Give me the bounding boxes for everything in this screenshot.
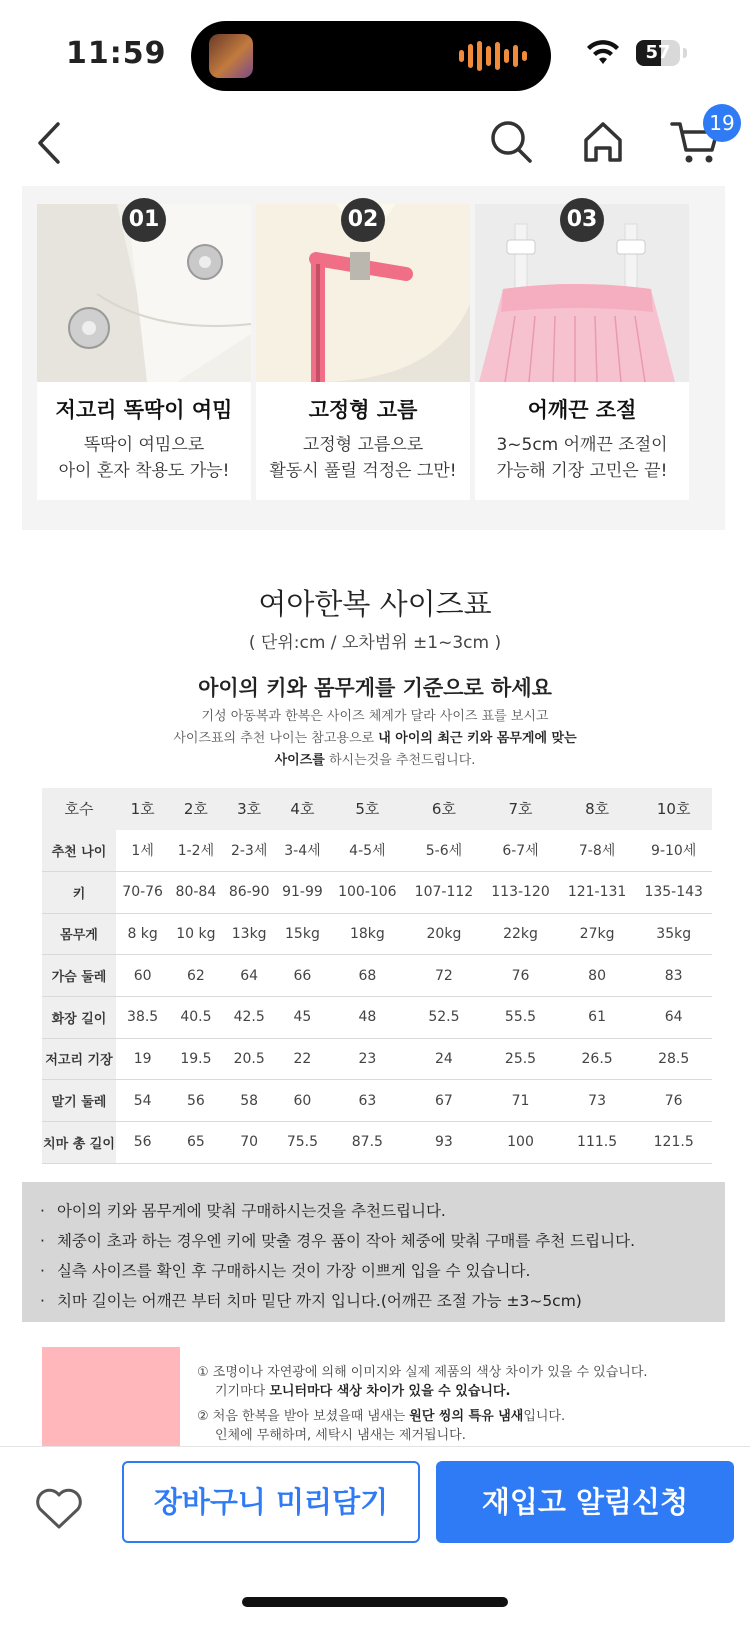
table-cell: 23 <box>329 1038 406 1080</box>
wifi-icon <box>586 40 620 66</box>
table-cell: 40.5 <box>169 996 222 1038</box>
size-chart-subtitle: 아이의 키와 몸무게를 기준으로 하세요 <box>198 676 552 700</box>
table-cell: 63 <box>329 1080 406 1122</box>
table-cell: 65 <box>169 1122 222 1164</box>
table-cell: 64 <box>635 996 712 1038</box>
size-note-text: 하시는것을 추천드립니다. <box>324 753 476 768</box>
table-cell: 13kg <box>223 913 276 955</box>
table-cell: 24 <box>406 1038 483 1080</box>
table-row <box>42 871 712 913</box>
table-cell: 70 <box>223 1122 276 1164</box>
table-header-cell: 호수 <box>42 788 116 830</box>
note-item: · 체중이 초과 하는 경우엔 키에 맞출 경우 품이 작아 체중에 맞춰 구매를 추천 드립니다. <box>40 1226 725 1256</box>
table-cell: 15kg <box>276 913 329 955</box>
feature-number: 01 <box>122 198 166 242</box>
feature-section <box>22 186 725 530</box>
table-cell: 20.5 <box>223 1038 276 1080</box>
table-cell: 76 <box>635 1080 712 1122</box>
table-cell: 10 kg <box>169 913 222 955</box>
battery-indicator <box>636 40 680 66</box>
table-cell: 52.5 <box>406 996 483 1038</box>
table-cell: 35kg <box>635 913 712 955</box>
table-cell: 2-3세 <box>223 830 276 872</box>
table-cell: 54 <box>116 1080 169 1122</box>
table-cell: 75.5 <box>276 1122 329 1164</box>
row-label: 추천 나이 <box>42 830 116 872</box>
size-note-line <box>0 750 750 772</box>
table-cell: 6-7세 <box>482 830 559 872</box>
feature-card-snap-button <box>37 204 251 500</box>
color-note-emphasis: 모니터마다 색상 차이가 있을 수 있습니다. <box>269 1384 511 1399</box>
color-swatch <box>42 1347 180 1447</box>
table-cell: 60 <box>116 955 169 997</box>
table-cell: 62 <box>169 955 222 997</box>
table-cell: 64 <box>223 955 276 997</box>
table-cell: 5-6세 <box>406 830 483 872</box>
table-header-cell: 6호 <box>406 788 483 830</box>
table-cell: 55.5 <box>482 996 559 1038</box>
table-cell: 76 <box>482 955 559 997</box>
table-cell: 87.5 <box>329 1122 406 1164</box>
feature-desc-line: 가능해 기장 고민은 끝! <box>496 461 668 481</box>
table-cell: 70-76 <box>116 871 169 913</box>
table-cell: 38.5 <box>116 996 169 1038</box>
status-bar <box>0 0 750 100</box>
table-cell: 121.5 <box>635 1122 712 1164</box>
note-item: · 실측 사이즈를 확인 후 구매하시는 것이 가장 이쁘게 입을 수 있습니다. <box>40 1256 725 1286</box>
color-note-line <box>197 1408 565 1426</box>
color-note-line: 인체에 무해하며, 세탁시 냄새는 제거됩니다. <box>215 1428 466 1443</box>
table-row <box>42 955 712 997</box>
feature-desc-line: 고정형 고름으로 <box>302 435 424 455</box>
top-navigation <box>0 100 750 186</box>
battery-nub <box>683 48 687 58</box>
feature-title: 고정형 고름 <box>308 398 418 422</box>
table-cell: 111.5 <box>559 1122 636 1164</box>
feature-desc-line: 똑딱이 여밈으로 <box>83 435 205 455</box>
feature-number: 02 <box>341 198 385 242</box>
table-cell: 135-143 <box>635 871 712 913</box>
size-note-line <box>0 728 750 750</box>
table-cell: 72 <box>406 955 483 997</box>
table-cell: 1-2세 <box>169 830 222 872</box>
size-chart-title: 여아한복 사이즈표 <box>258 587 492 621</box>
color-note-text: 기기마다 <box>215 1384 270 1399</box>
size-table <box>42 788 712 1164</box>
size-chart-note <box>0 706 750 772</box>
dynamic-island[interactable] <box>191 21 551 91</box>
feature-card-fixed-ribbon <box>256 204 470 500</box>
table-cell: 1세 <box>116 830 169 872</box>
table-row <box>42 830 712 872</box>
table-cell: 121-131 <box>559 871 636 913</box>
now-playing-artwork <box>209 34 253 78</box>
add-to-cart-button[interactable]: 장바구니 미리담기 <box>122 1461 420 1543</box>
table-cell: 100 <box>482 1122 559 1164</box>
feature-description <box>475 432 689 484</box>
feature-title: 어깨끈 조절 <box>527 398 637 422</box>
size-note-emphasis: 내 아이의 최근 키와 몸무게에 맞는 <box>378 731 577 746</box>
table-cell: 93 <box>406 1122 483 1164</box>
restock-alert-button[interactable]: 재입고 알림신청 <box>436 1461 734 1543</box>
table-cell: 80-84 <box>169 871 222 913</box>
purchase-notes <box>22 1182 725 1322</box>
table-cell: 22kg <box>482 913 559 955</box>
table-cell: 45 <box>276 996 329 1038</box>
table-cell: 80 <box>559 955 636 997</box>
table-row <box>42 1038 712 1080</box>
row-label: 저고리 기장 <box>42 1038 116 1080</box>
table-cell: 107-112 <box>406 871 483 913</box>
home-indicator[interactable] <box>242 1597 508 1607</box>
table-cell: 9-10세 <box>635 830 712 872</box>
table-cell: 22 <box>276 1038 329 1080</box>
color-note-text: ② 처음 한복을 받아 보셨을때 냄새는 <box>197 1409 410 1424</box>
table-cell: 18kg <box>329 913 406 955</box>
feature-card-shoulder-strap <box>475 204 689 500</box>
row-label: 몸무게 <box>42 913 116 955</box>
table-row <box>42 1080 712 1122</box>
size-table-header <box>42 788 712 830</box>
row-label: 키 <box>42 871 116 913</box>
table-cell: 60 <box>276 1080 329 1122</box>
feature-title: 저고리 똑딱이 여밈 <box>55 398 233 422</box>
table-cell: 86-90 <box>223 871 276 913</box>
feature-description <box>256 432 470 484</box>
table-row <box>42 996 712 1038</box>
table-cell: 27kg <box>559 913 636 955</box>
table-cell: 67 <box>406 1080 483 1122</box>
table-header-cell: 8호 <box>559 788 636 830</box>
feature-desc-line: 3~5cm 어깨끈 조절이 <box>496 435 668 455</box>
audio-wave-icon <box>459 39 527 73</box>
bottom-action-bar <box>0 1446 750 1626</box>
home-icon[interactable] <box>580 118 626 166</box>
feature-desc-line: 아이 혼자 착용도 가능! <box>58 461 230 481</box>
size-note-text: 사이즈표의 추천 나이는 참고용으로 <box>173 731 379 746</box>
table-cell: 58 <box>223 1080 276 1122</box>
table-cell: 68 <box>329 955 406 997</box>
color-note-line <box>197 1383 510 1401</box>
table-header-cell: 3호 <box>223 788 276 830</box>
table-cell: 100-106 <box>329 871 406 913</box>
table-cell: 61 <box>559 996 636 1038</box>
table-cell: 91-99 <box>276 871 329 913</box>
table-cell: 8 kg <box>116 913 169 955</box>
color-note-text: 입니다. <box>523 1409 566 1424</box>
back-arrow-icon[interactable] <box>30 118 70 168</box>
row-label: 화장 길이 <box>42 996 116 1038</box>
table-header-cell: 5호 <box>329 788 406 830</box>
feature-number: 03 <box>560 198 604 242</box>
table-cell: 113-120 <box>482 871 559 913</box>
table-header-cell: 7호 <box>482 788 559 830</box>
table-cell: 19 <box>116 1038 169 1080</box>
table-cell: 71 <box>482 1080 559 1122</box>
search-icon[interactable] <box>488 118 534 166</box>
table-header-cell: 1호 <box>116 788 169 830</box>
row-label: 가슴 둘레 <box>42 955 116 997</box>
size-note-line: 기성 아동복과 한복은 사이즈 체계가 달라 사이즈 표를 보시고 <box>201 709 549 724</box>
table-row <box>42 913 712 955</box>
table-cell: 66 <box>276 955 329 997</box>
table-cell: 3-4세 <box>276 830 329 872</box>
table-cell: 48 <box>329 996 406 1038</box>
table-row <box>42 1122 712 1164</box>
table-cell: 56 <box>169 1080 222 1122</box>
color-note-emphasis: 원단 씽의 특유 냄새 <box>409 1409 524 1424</box>
battery-level: 57 <box>645 42 671 63</box>
table-cell: 19.5 <box>169 1038 222 1080</box>
cart-count-badge[interactable]: 19 <box>703 104 741 142</box>
status-time: 11:59 <box>66 36 167 71</box>
heart-icon[interactable] <box>34 1487 84 1531</box>
table-cell: 26.5 <box>559 1038 636 1080</box>
note-item: · 아이의 키와 몸무게에 맞춰 구매하시는것을 추천드립니다. <box>40 1196 725 1226</box>
table-cell: 28.5 <box>635 1038 712 1080</box>
table-header-cell: 10호 <box>635 788 712 830</box>
size-chart-unit: ( 단위:cm / 오차범위 ±1~3cm ) <box>248 633 502 653</box>
table-header-cell: 2호 <box>169 788 222 830</box>
row-label: 말기 둘레 <box>42 1080 116 1122</box>
table-cell: 56 <box>116 1122 169 1164</box>
row-label: 치마 총 길이 <box>42 1122 116 1164</box>
table-cell: 73 <box>559 1080 636 1122</box>
size-note-emphasis: 사이즈를 <box>274 753 325 768</box>
table-cell: 25.5 <box>482 1038 559 1080</box>
feature-desc-line: 활동시 풀릴 걱정은 그만! <box>269 461 457 481</box>
color-note-line: ① 조명이나 자연광에 의해 이미지와 실제 제품의 색상 차이가 있을 수 있습니다. <box>197 1365 648 1380</box>
table-cell: 83 <box>635 955 712 997</box>
feature-description <box>37 432 251 484</box>
table-cell: 7-8세 <box>559 830 636 872</box>
table-cell: 4-5세 <box>329 830 406 872</box>
table-cell: 20kg <box>406 913 483 955</box>
table-cell: 42.5 <box>223 996 276 1038</box>
note-item: · 치마 길이는 어깨끈 부터 치마 밑단 까지 입니다.(어깨끈 조절 가능 ±3~5cm) <box>40 1286 725 1316</box>
table-header-cell: 4호 <box>276 788 329 830</box>
